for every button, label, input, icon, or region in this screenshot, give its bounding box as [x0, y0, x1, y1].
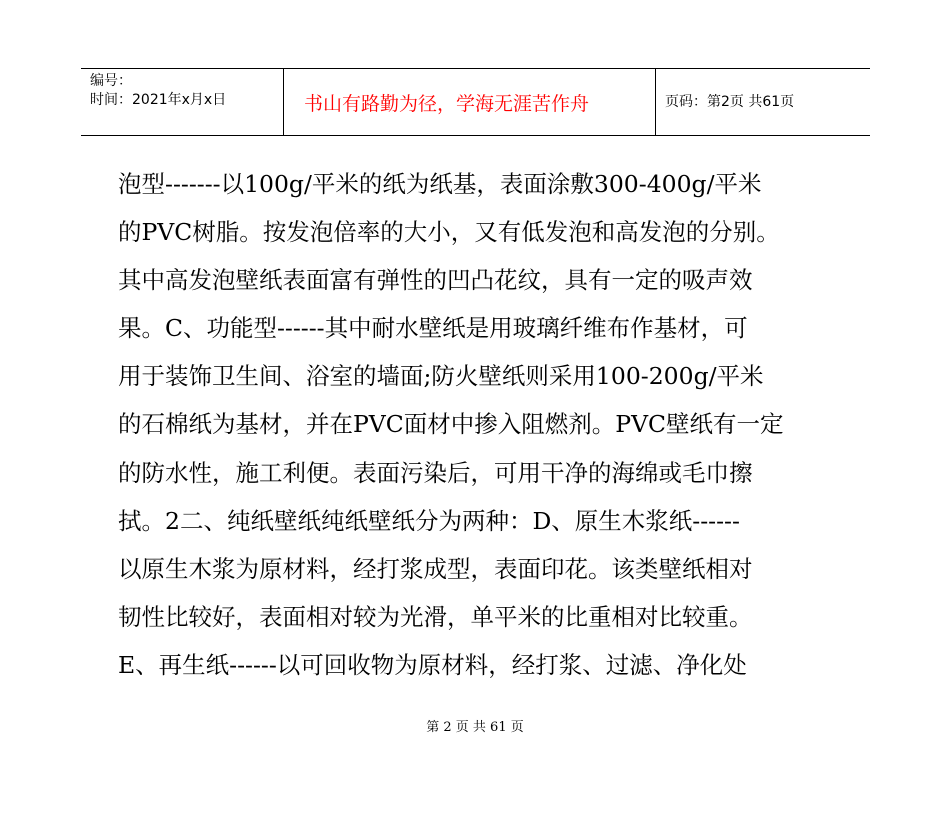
header-top-rule [81, 68, 870, 69]
body-line: E、再生纸------以可回收物为原材料，经打浆、过滤、净化处 [118, 650, 747, 679]
body-line: 用于装饰卫生间、浴室的墙面;防火壁纸则采用100-200g/平米 [118, 362, 764, 391]
body-line: 的PVC树脂。按发泡倍率的大小，又有低发泡和高发泡的分别。 [118, 218, 780, 247]
body-line: 拭。2二、纯纸壁纸纯纸壁纸分为两种：D、原生木浆纸------ [118, 506, 740, 535]
doc-date-label: 时间：2021年x月x日 [90, 92, 227, 108]
body-line: 的防水性，施工利便。表面污染后，可用干净的海绵或毛巾擦 [118, 458, 753, 487]
header-divider-right [655, 68, 656, 136]
document-body [118, 160, 858, 689]
header-page-info: 页码：第2页 共61页 [665, 94, 795, 110]
header-motto: 书山有路勤为径，学海无涯苦作舟 [304, 93, 590, 115]
body-line: 泡型-------以100g/平米的纸为纸基，表面涂敷300-400g/平米 [118, 170, 762, 198]
body-line: 其中高发泡壁纸表面富有弹性的凹凸花纹，具有一定的吸声效 [118, 266, 753, 295]
header-bottom-rule [81, 135, 870, 136]
body-line: 的石棉纸为基材，并在PVC面材中掺入阻燃剂。PVC壁纸有一定 [118, 410, 784, 439]
page-footer: 第 2 页 共 61 页 [426, 720, 524, 735]
header-divider-left [283, 68, 284, 136]
doc-number-label: 编号： [90, 73, 132, 89]
body-line: 以原生木浆为原材料，经打浆成型，表面印花。该类壁纸相对 [118, 554, 753, 583]
body-line: 果。C、功能型------其中耐水壁纸是用玻璃纤维布作基材，可 [118, 314, 748, 343]
body-line: 韧性比较好，表面相对较为光滑，单平米的比重相对比较重。 [118, 602, 753, 631]
